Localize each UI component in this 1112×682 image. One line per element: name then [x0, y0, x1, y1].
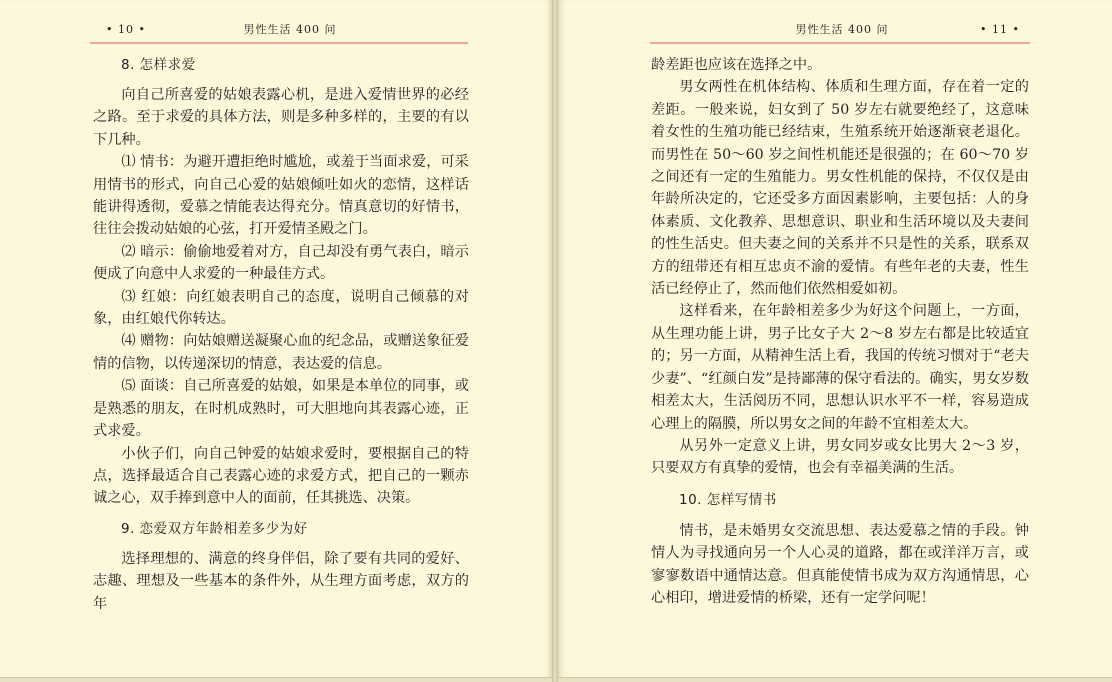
paragraph: 这样看来，在年龄相差多少为好这个问题上，一方面，从生理功能上讲，男子比女子大 2～8 岁左右都是比较适宜的；另一方面，从精神生活上看，我国的传统习惯对于“老夫少妻”、“红颜白发”是持鄙薄的保守看法的。确实，男女岁数相差太大，生活阅历不同，思想认识水平不一样，容易造成心理上的隔膜，所以男女之间的年龄不宜相差太大。	[651, 303, 1029, 432]
paragraph-continued: 龄差距也应该在选择之中。	[651, 57, 822, 73]
left-page-edge	[0, 677, 552, 682]
paragraph: ⑸ 面谈：自己所喜爱的姑娘，如果是本单位的同事，或是熟悉的朋友，在时机成熟时，可大胆地向其表露心迹，正式求爱。	[93, 378, 469, 440]
paragraph: ⑷ 赠物：向姑娘赠送凝聚心血的纪念品，或赠送象征爱情的信物，以传递深切的情意，表达爱的信息。	[93, 333, 469, 372]
left-page-number: • 10 •	[106, 23, 146, 36]
paragraph: 向自己所喜爱的姑娘表露心机，是进入爱情世界的必经之路。至于求爱的具体方法，则是多种多样的，主要的有以下几种。	[93, 87, 469, 148]
left-page-body	[93, 54, 469, 615]
left-page-header	[90, 18, 468, 44]
section-heading-9: 9. 恋爱双方年龄相差多少为好	[121, 520, 308, 537]
section-heading-8: 8. 怎样求爱	[121, 57, 196, 73]
paragraph: 情书，是未婚男女交流思想、表达爱慕之情的手段。钟情人为寻找通向另一个人心灵的道路，都在或洋洋万言，或寥寥数语中通情达意。但真能使情书成为双方沟通情思，心心相印，增进爱情的桥梁，还有一定学问呢！	[651, 522, 1029, 606]
paragraph: 男女两性在机体结构、体质和生理方面，存在着一定的差距。一般来说，妇女到了 50 岁左右就要绝经了，这意味着女性的生殖功能已经结束，生殖系统开始逐渐衰老退化。而男性在 50～60 岁之间性机能还是很强的；在 60～70 岁之间还有一定的生殖能力。男女性机能的保持，不仅仅是由年龄所决定的，它还受多方面因素影响，主要包括：人的身体素质、文化教养、思想意识、职业和生活环境以及夫妻间的性生活史。但夫妻之间的关系并不只是性的关系，联系双方的纽带还有相互忠贞不渝的爱情。有些年老的夫妻，性生活已经停止了，然而他们依然相爱如初。	[651, 79, 1029, 298]
section-heading-10: 10. 怎样写情书	[679, 491, 777, 508]
left-running-title: 男性生活 400 问	[243, 23, 337, 36]
paragraph: 从另外一定意义上讲，男女同岁或女比男大 2～3 岁，只要双方有真挚的爱情，也会有幸福美满的生活。	[651, 437, 1029, 477]
left-page	[0, 0, 552, 682]
paragraph: ⑴ 情书：为避开遭拒绝时尴尬，或羞于当面求爱，可采用情书的形式，向自己心爱的姑娘倾吐如火的恋情，这样话能讲得透彻，爱慕之情能表达得充分。情真意切的好情书，往往会拨动姑娘的心弦，打开爱情圣殿之门。	[93, 154, 469, 238]
paragraph: ⑵ 暗示：偷偷地爱着对方，自己却没有勇气表白，暗示便成了向意中人求爱的一种最佳方式。	[93, 243, 469, 283]
paragraph: 小伙子们，向自己钟爱的姑娘求爱时，要根据自己的特点，选择最适合自己表露心迹的求爱方式，把自己的一颗赤诚之心，双手捧到意中人的面前，任其挑选、决策。	[93, 445, 469, 507]
right-running-title: 男性生活 400 问	[795, 23, 889, 36]
right-page-header	[650, 18, 1030, 44]
right-page	[558, 0, 1112, 682]
right-page-edge	[558, 677, 1112, 682]
right-page-number: • 11 •	[980, 23, 1020, 36]
paragraph: ⑶ 红娘：向红娘表明自己的态度，说明自己倾慕的对象，由红娘代你转达。	[93, 288, 469, 328]
right-page-body	[651, 54, 1029, 609]
paragraph: 选择理想的、满意的终身伴侣，除了要有共同的爱好、志趣、理想及一些基本的条件外，从生理方面考虑，双方的年	[93, 550, 469, 612]
